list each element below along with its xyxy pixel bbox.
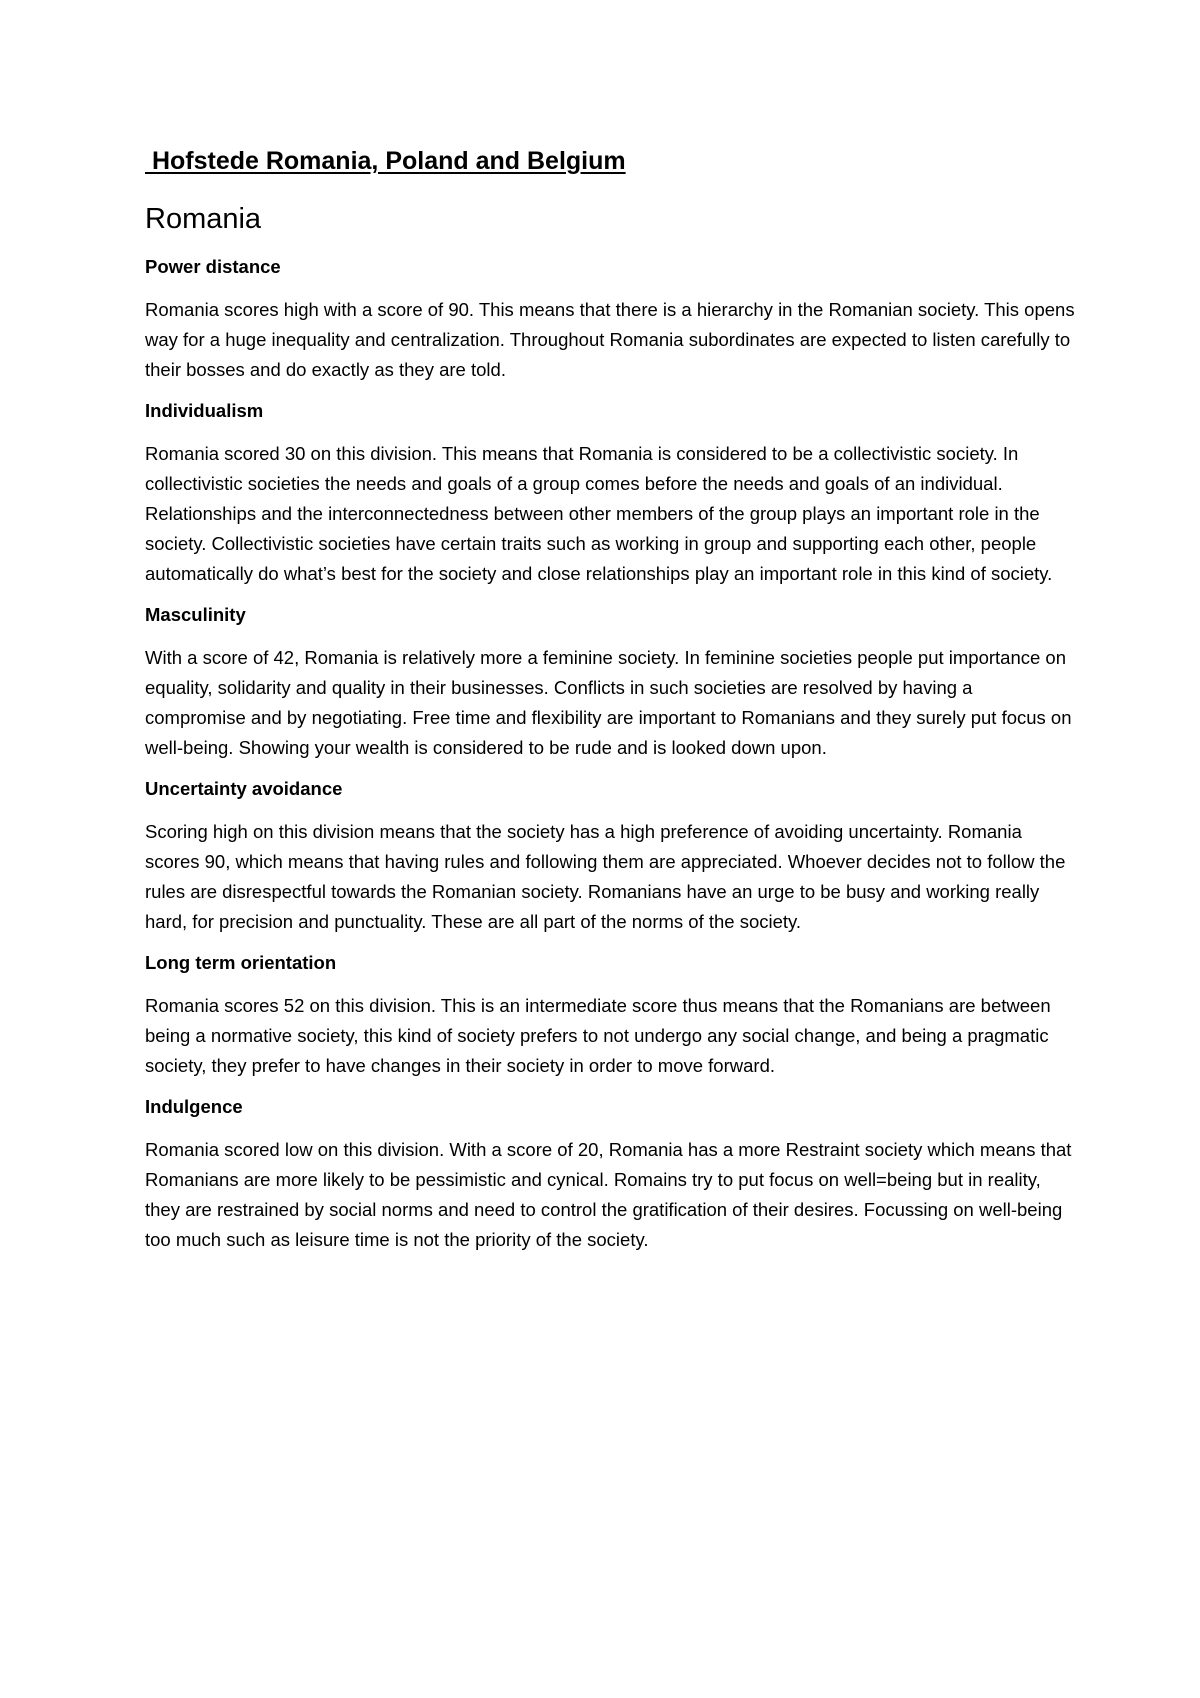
section-indulgence bbox=[145, 1094, 1075, 1255]
section-long-term-orientation bbox=[145, 950, 1075, 1081]
section-heading: Indulgence bbox=[145, 1096, 243, 1117]
section-heading: Long term orientation bbox=[145, 952, 337, 973]
section-power-distance bbox=[145, 254, 1075, 385]
country-heading: Romania bbox=[145, 203, 262, 235]
section-paragraph: Romania scored low on this division. With a score of 20, Romania has a more Restraint society which means that Romanians are more likely to be pessimistic and cynical. Romains try to put focus on well=being but in reality, they are restrained by social norms and need to control the gratification of their desires. Focussing on well-being too much such as leisure time is not the priority of the society. bbox=[145, 1139, 1072, 1250]
section-uncertainty-avoidance bbox=[145, 776, 1075, 937]
section-heading: Power distance bbox=[145, 256, 281, 277]
section-heading: Individualism bbox=[145, 400, 264, 421]
section-paragraph: Romania scores high with a score of 90. This means that there is a hierarchy in the Romanian society. This opens way for a huge inequality and centralization. Throughout Romania subordinates are expected to listen carefully to their bosses and do exactly as they are told. bbox=[145, 299, 1075, 380]
section-masculinity bbox=[145, 602, 1075, 763]
document-page bbox=[145, 144, 1075, 1268]
section-paragraph: Romania scores 52 on this division. This is an intermediate score thus means that the Romanians are between being a normative society, this kind of society prefers to not undergo any social change, and being a pragmatic society, they prefer to have changes in their society in order to move forward. bbox=[145, 995, 1051, 1076]
section-heading: Masculinity bbox=[145, 604, 246, 625]
document-title: Hofstede Romania, Poland and Belgium bbox=[145, 147, 626, 175]
section-heading: Uncertainty avoidance bbox=[145, 778, 343, 799]
section-paragraph: Scoring high on this division means that the society has a high preference of avoiding uncertainty. Romania scores 90, which means that having rules and following them are appreciated. Whoever decides not to follow the rules are disrespectful towards the Romanian society. Romanians have an urge to be busy and working really hard, for precision and punctuality. These are all part of the norms of the society. bbox=[145, 821, 1066, 932]
section-paragraph: Romania scored 30 on this division. This means that Romania is considered to be a collectivistic society. In collectivistic societies the needs and goals of a group comes before the needs and goals of an individual. Relationships and the interconnectedness between other members of the group plays an important role in the society. Collectivistic societies have certain traits such as working in group and supporting each other, people automatically do what’s best for the society and close relationships play an important role in this kind of society. bbox=[145, 443, 1053, 584]
section-paragraph: With a score of 42, Romania is relatively more a feminine society. In feminine societies people put importance on equality, solidarity and quality in their businesses. Conflicts in such societies are resolved by having a compromise and by negotiating. Free time and flexibility are important to Romanians and they surely put focus on well-being. Showing your wealth is considered to be rude and is looked down upon. bbox=[145, 647, 1072, 758]
section-individualism bbox=[145, 398, 1075, 589]
